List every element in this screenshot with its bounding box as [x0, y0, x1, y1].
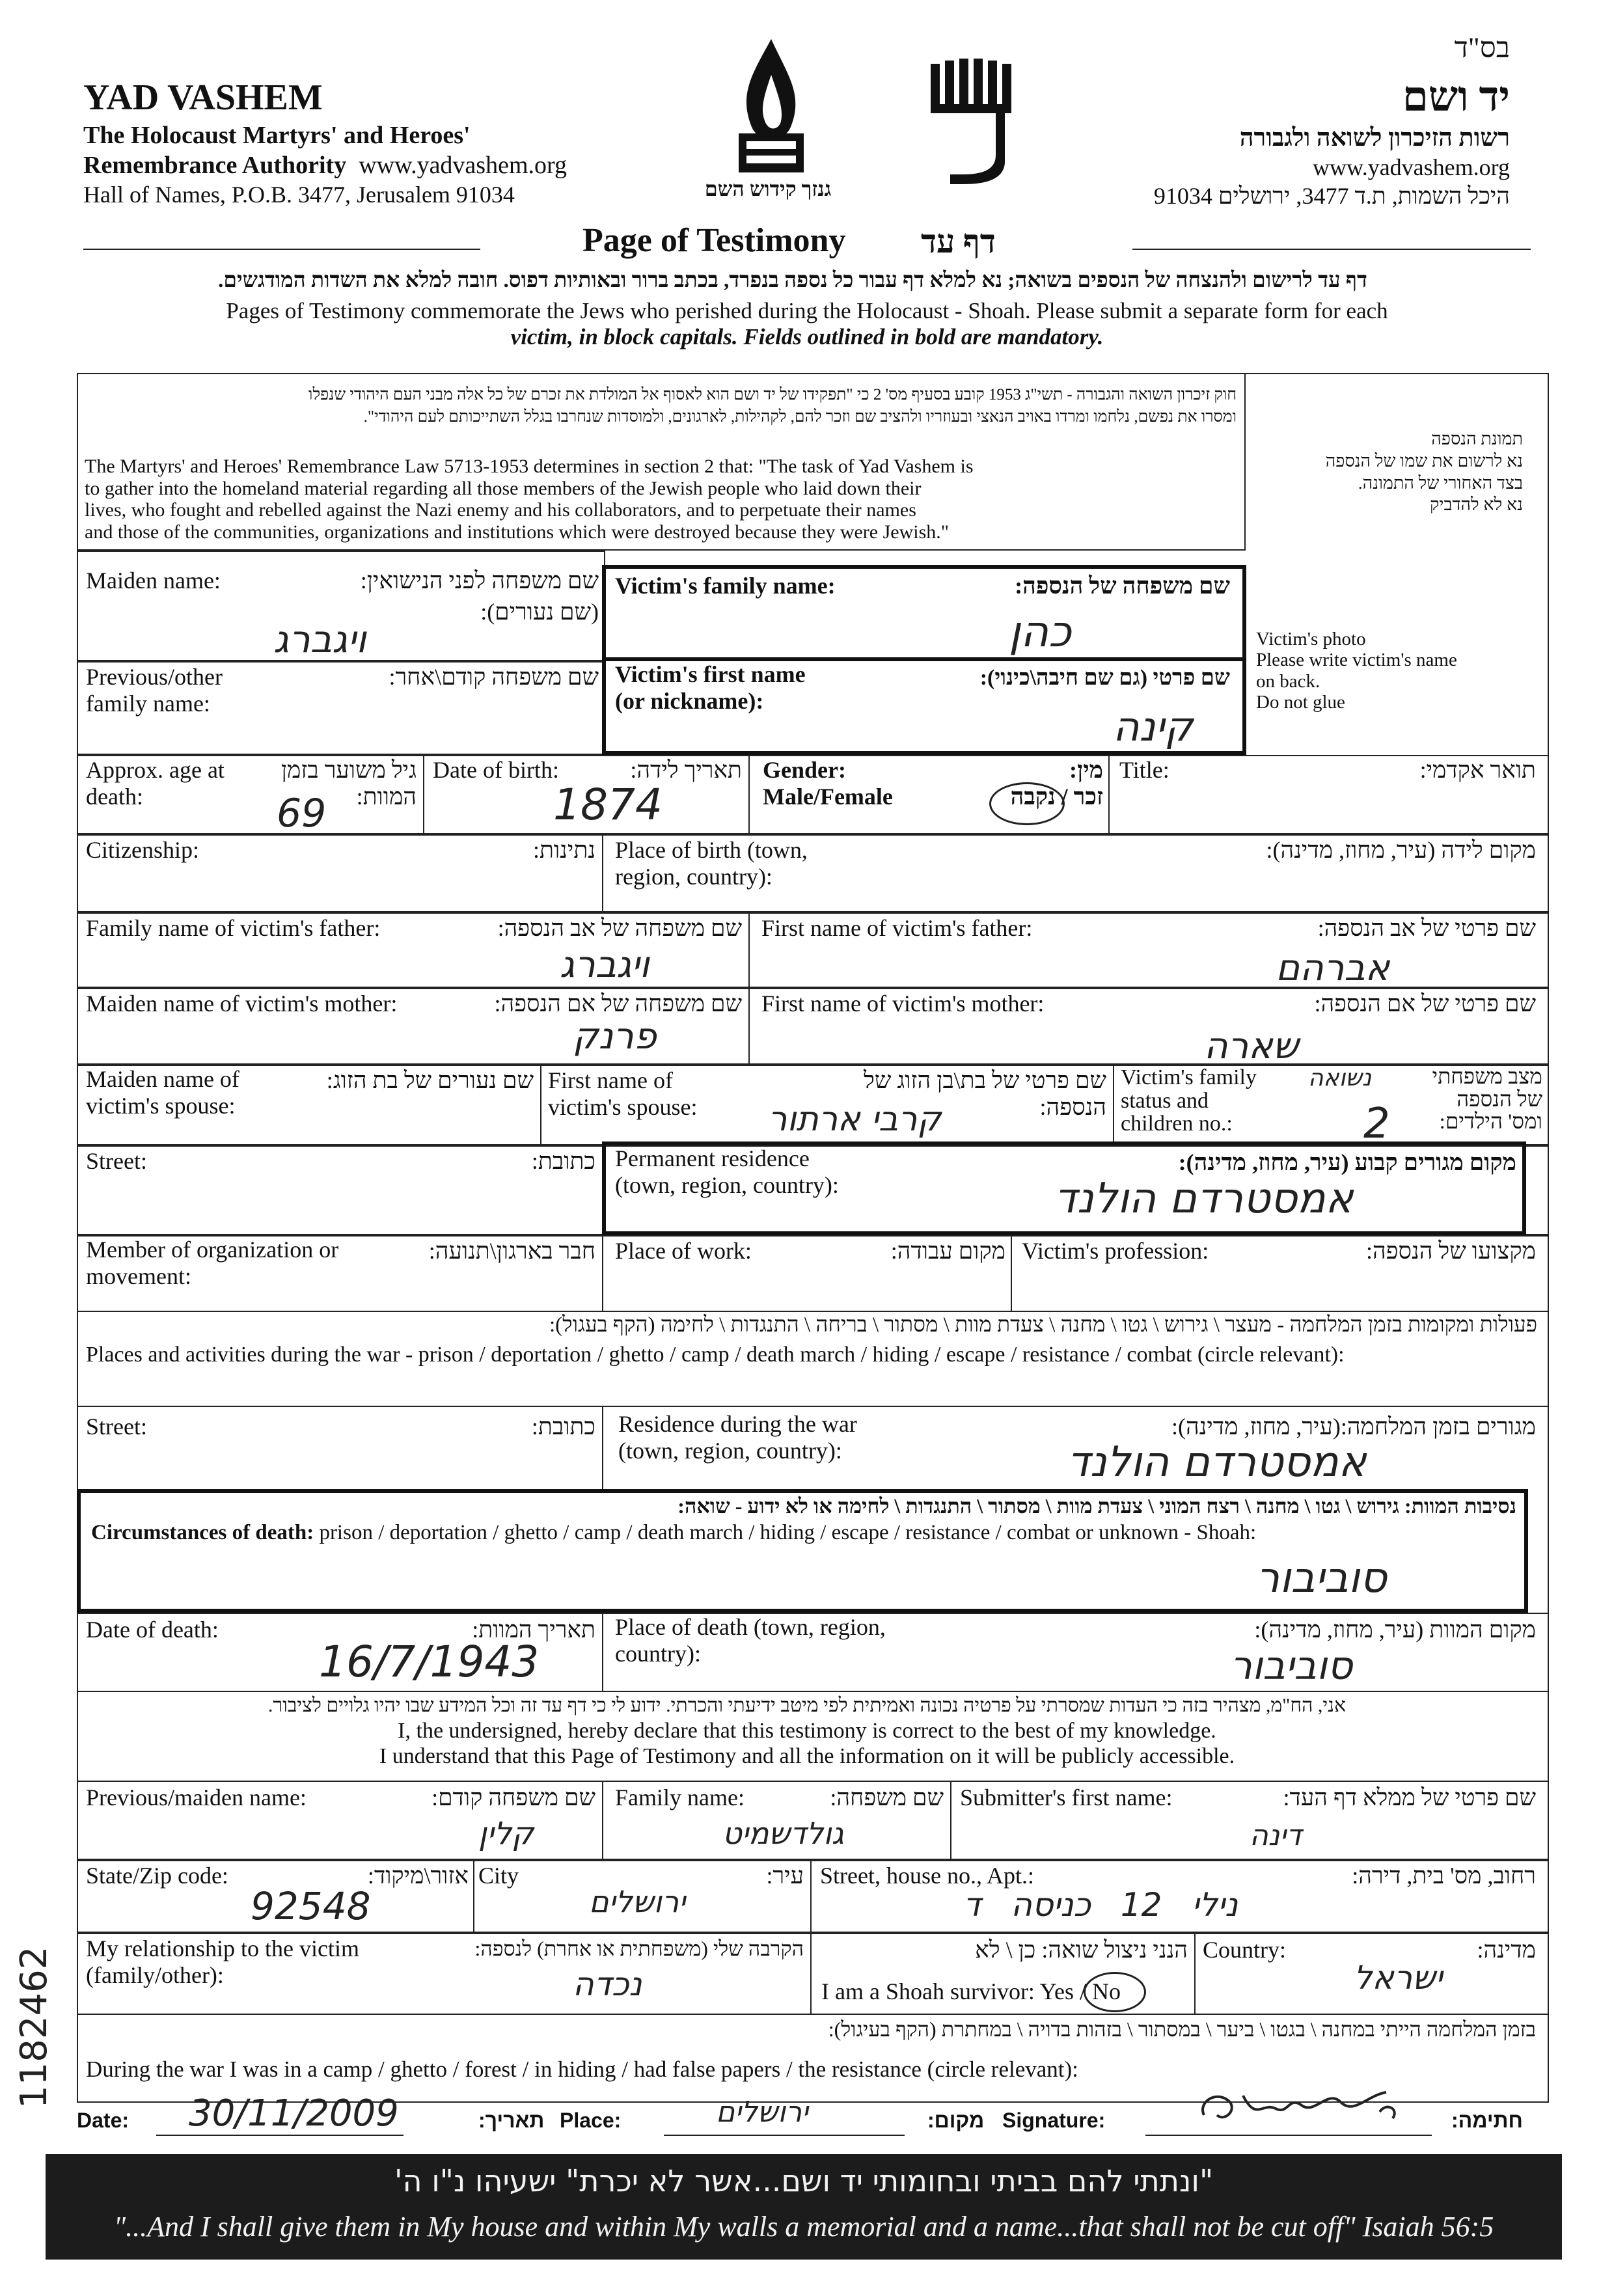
father-family-name-label: Family name of victim's father:: [86, 915, 381, 941]
signature-value[interactable]: [1191, 2076, 1412, 2135]
place-of-death-label-he: מקום המוות (עיר, מחוז, מדינה):: [1254, 1617, 1536, 1643]
zip-label: State/Zip code:: [86, 1863, 228, 1889]
gender-female-circle[interactable]: [989, 782, 1065, 825]
survivor-label-he: הנני ניצול שואה: כן \ לא: [975, 1937, 1188, 1963]
place-of-death-label-1: Place of death (town, region,: [615, 1614, 886, 1640]
survivor-label: I am a Shoah survivor: Yes / No: [821, 1978, 1121, 2004]
law-he-2: ומסרו את נפשם, נלחמו ומרדו באויב הנאצי ובעוזריו ולהציב שם וזכר להם, לקהילות, לארגונים, ולמוסדות שנחרבו בגלל השתייכותם לעם היהודי".: [363, 407, 1237, 426]
city-label: City: [478, 1863, 519, 1889]
previous-name-label: [86, 664, 223, 718]
gender-label-he-2: זכר / נקבה: [1010, 784, 1103, 810]
permanent-residence-label-he: מקום מגורים קבוע (עיר, מחוז, מדינה):: [1178, 1149, 1516, 1175]
yad-vashem-logo-icon: [924, 57, 1022, 187]
date-value[interactable]: 30/11/2009: [189, 2092, 399, 2135]
relationship-label-1: My relationship to the victim: [86, 1935, 359, 1961]
street-house-label-he: רחוב, מס' בית, דירה:: [1352, 1863, 1536, 1889]
family-status-label-he-3: ומס' הילדים:: [1439, 1110, 1542, 1134]
war-status-en: During the war I was in a camp / ghetto / forest / in hiding / had false papers / the resistance (circle relevant):: [86, 2057, 1078, 2082]
date-of-death-label: Date of death:: [86, 1617, 219, 1643]
permanent-residence-label-1: Permanent residence: [615, 1145, 810, 1171]
family-status-label-3: children no.:: [1121, 1112, 1233, 1136]
place-of-birth-label-2: region, country):: [615, 864, 773, 890]
war-residence-value[interactable]: אמסטרדם הולנד: [1067, 1438, 1367, 1486]
family-status-label: [1121, 1066, 1257, 1136]
spouse-first-label-2: victim's spouse:: [548, 1094, 698, 1121]
org-name-en: YAD VASHEM: [83, 77, 323, 118]
photo-en-2: Please write victim's name: [1256, 649, 1457, 671]
family-status-value[interactable]: נשואה: [1308, 1065, 1372, 1091]
flame-logo: [713, 36, 830, 185]
spouse-first-name-value[interactable]: קרבי ארתור: [768, 1100, 942, 1139]
law-en-3: lives, who fought and rebelled against the Nazi enemy and his collaborators, and to perpetuate their names: [85, 499, 916, 521]
mother-maiden-name-label-he: שם משפחה של אם הנספה:: [494, 991, 742, 1017]
declaration-en: [83, 1718, 1531, 1769]
father-family-name-label-he: שם משפחה של אב הנספה:: [497, 915, 742, 941]
relationship-label-he: הקרבה שלי (משפחתית או אחרת) לנספה:: [474, 1937, 804, 1960]
place-label: Place:: [560, 2109, 622, 2132]
dob-label-he: תאריך לידה:: [630, 757, 742, 783]
submitter-previous-name-label: Previous/maiden name:: [86, 1784, 307, 1811]
victim-first-name-label-he: שם פרטי (גם שם חיבה\כינוי):: [979, 666, 1230, 690]
submitter-first-name-value[interactable]: דינה: [1250, 1819, 1302, 1852]
war-residence-label-1: Residence during the war: [618, 1411, 857, 1437]
page-title-he: דף עד: [921, 223, 996, 260]
victim-first-name-label-2: (or nickname):: [615, 688, 764, 715]
photo-en-4: Do not glue: [1256, 692, 1345, 713]
victim-first-name-label: [615, 661, 806, 715]
maiden-name-label-he: שם משפחה לפני הנישואין:: [360, 567, 599, 594]
spouse-first-name-label: [548, 1067, 697, 1121]
yad-vashem-logo: [924, 57, 1022, 187]
father-first-name-label-he: שם פרטי של אב הנספה:: [1317, 915, 1536, 941]
father-family-name-value[interactable]: ויגברג: [560, 944, 650, 986]
victim-family-name-value[interactable]: כהן: [1009, 607, 1072, 657]
maiden-name-value[interactable]: ויגברג: [273, 617, 366, 661]
date-of-death-value[interactable]: 16/7/1943: [319, 1637, 540, 1687]
relationship-label-2: (family/other):: [86, 1962, 224, 1989]
war-residence-label-2: (town, region, country):: [618, 1438, 842, 1464]
photo-he-3: בצד האחורי של התמונה.: [1358, 472, 1523, 493]
photo-he-2: נא לרשום את שמו של הנספה: [1325, 450, 1523, 471]
signature-label-he: חתימה:: [1451, 2109, 1523, 2132]
mother-first-name-label: First name of victim's mother:: [761, 991, 1045, 1017]
place-value[interactable]: ירושלים: [716, 2096, 808, 2129]
submitter-first-name-label-he: שם פרטי של ממלא דף העד:: [1283, 1784, 1536, 1811]
victim-family-name-label-he: שם משפחה של הנספה:: [1015, 573, 1230, 599]
date-of-death-label-he: תאריך המוות:: [472, 1617, 595, 1643]
street-house-value[interactable]: נילי 12 כניסה ד: [963, 1886, 1238, 1924]
circumstances-label-bold: Circumstances of death:: [91, 1521, 314, 1544]
website-he-side: www.yadvashem.org: [1313, 154, 1510, 180]
age-label-2: death:: [86, 784, 143, 810]
father-first-name-value[interactable]: אברהם: [1276, 947, 1390, 989]
permanent-residence-label: [615, 1145, 839, 1199]
intro-en: [83, 298, 1531, 350]
permanent-residence-label-2: (town, region, country):: [615, 1172, 839, 1199]
citizenship-label: Citizenship:: [86, 837, 199, 863]
signature-scribble-icon: [1191, 2076, 1412, 2135]
survivor-no-circle[interactable]: [1084, 1972, 1146, 2012]
zip-label-he: אזור\מיקוד:: [367, 1863, 469, 1889]
street-label-he: כתובת:: [531, 1148, 595, 1174]
victim-family-name-label: Victim's family name:: [615, 573, 836, 599]
previous-name-label-he: שם משפחה קודם\אחר:: [389, 664, 599, 690]
age-label-he-2: המוות:: [356, 784, 417, 810]
mother-maiden-name-value[interactable]: פרנק: [573, 1015, 657, 1058]
maiden-name-label: Maiden name:: [86, 567, 221, 594]
authority-en-1: The Holocaust Martyrs' and Heroes': [83, 122, 471, 149]
place-of-work-label: Place of work:: [615, 1238, 752, 1264]
signature-label: Signature:: [1002, 2109, 1106, 2132]
title-label: Title:: [1119, 757, 1169, 783]
gender-label-1: Gender:: [763, 757, 846, 783]
mother-first-name-value[interactable]: שארה: [1204, 1025, 1299, 1067]
authority-en-2: Remembrance Authority: [83, 152, 347, 179]
age-label-1: Approx. age at: [86, 757, 225, 783]
war-residence-label: [618, 1411, 857, 1465]
circumstances-label-options: prison / deportation / ghetto / camp / death march / hiding / escape / resistance / combat or unknown - Shoah:: [319, 1521, 1257, 1544]
gender-label-2: Male/Female: [763, 784, 893, 810]
spouse-first-label-he-1: שם פרטי של בת\בן הזוג של: [863, 1067, 1106, 1093]
header-right: [1154, 73, 1510, 210]
date-label: Date:: [77, 2109, 130, 2132]
family-status-label-he-2: של הנספה: [1457, 1087, 1542, 1112]
spouse-first-label-1: First name of: [548, 1067, 673, 1093]
intro-en-1: Pages of Testimony commemorate the Jews who perished during the Holocaust - Shoah. Please submit a separate form for each: [226, 298, 1388, 323]
law-en-4: and those of the communities, organizations and institutions which were destroyed because they were Jewish.": [85, 521, 950, 543]
declaration-en-1: I, the undersigned, hereby declare that this testimony is correct to the best of my knowledge.: [398, 1719, 1216, 1743]
father-first-name-label: First name of victim's father:: [761, 915, 1033, 941]
law-he-1: חוק זיכרון השואה והגבורה - תשי"ג 1953 קובע בסעיף מס' 2 כי "תפקידו של יד ושם הוא לאסוף אל המולדת את זכרם של כל אלה מבני העם היהודי שנפלו: [308, 386, 1237, 403]
age-label-he-1: גיל משוער בזמן: [280, 757, 417, 783]
authority-he: רשות הזיכרון לשואה ולגבורה: [1239, 124, 1510, 152]
law-en-1: The Martyrs' and Heroes' Remembrance Law 5713-1953 determines in section 2 that: "The task of Yad Vashem is: [85, 456, 974, 477]
war-street-label: Street:: [86, 1414, 147, 1440]
victim-first-name-label-1: Victim's first name: [615, 661, 806, 687]
family-status-label-2: status and: [1121, 1088, 1209, 1113]
declaration-en-2: I understand that this Page of Testimony and all the information on it will be publicly accessible.: [379, 1744, 1235, 1769]
corner-mark: בס"ד: [1454, 32, 1510, 64]
intro-en-2: victim, in block capitals. Fields outlined in bold are mandatory.: [510, 324, 1104, 349]
submitter-family-name-label: Family name:: [615, 1784, 745, 1811]
mother-maiden-name-label: Maiden name of victim's mother:: [86, 991, 398, 1017]
submitter-first-name-label: Submitter's first name:: [960, 1784, 1173, 1811]
side-number: 1182462: [13, 1946, 55, 2109]
law-en: [85, 456, 1237, 543]
org-name-he: יד ושם: [1402, 74, 1510, 120]
banner-en: "...And I shall give them in My house and within My walls a memorial and a name...that shall not be cut off" Isaiah 56:5: [113, 2211, 1494, 2243]
circumstances-label-he: נסיבות המוות: גירוש \ גטו \ מחנה \ רצח המוני \ צעדת מוות \ מסתור \ התנגדות \ לחימה או לא ידוע - שואה:: [677, 1494, 1516, 1518]
page-title-en: Page of Testimony: [582, 222, 846, 259]
citizenship-label-he: נתינות:: [533, 837, 595, 863]
zip-value[interactable]: 92548: [251, 1884, 371, 1928]
dob-label: Date of birth:: [433, 757, 559, 783]
previous-name-label-2: family name:: [86, 690, 210, 717]
law-he: [85, 384, 1237, 428]
spouse-maiden-name-label: [86, 1066, 239, 1120]
flame-logo-icon: [713, 36, 830, 185]
country-value[interactable]: ישראל: [1354, 1959, 1443, 1997]
spouse-maiden-label-2: victim's spouse:: [86, 1093, 236, 1119]
submitter-previous-name-label-he: שם משפחה קודם:: [431, 1784, 595, 1811]
quote-banner: [46, 2154, 1562, 2260]
country-label: Country:: [1203, 1937, 1287, 1963]
photo-note-he: [1243, 428, 1523, 516]
age-label-he: [247, 757, 417, 811]
profession-label: Victim's profession:: [1022, 1238, 1209, 1264]
mother-first-name-label-he: שם פרטי של אם הנספה:: [1314, 991, 1536, 1017]
photo-en-3: on back.: [1256, 670, 1320, 692]
profession-label-he: מקצועו של הנספה:: [1365, 1238, 1536, 1264]
place-of-death-label-2: country):: [615, 1641, 701, 1667]
address-en: Hall of Names, P.O.B. 3477, Jerusalem 91034: [83, 182, 515, 208]
banner-he: "ונתתי להם בביתי ובחומותי יד ושם...אשר לא יכרת" ישעיהו נ"ו ה': [394, 2163, 1214, 2198]
date-label-he: תאריך:: [478, 2109, 545, 2132]
maiden-name-label-he2: (שם נעורים):: [480, 599, 599, 625]
website-en: www.yadvashem.org: [359, 152, 567, 179]
photo-en-1: Victim's photo: [1256, 629, 1366, 649]
organization-label-he: חבר בארגון\תנועה:: [428, 1238, 595, 1264]
photo-he-4: נא לא להדביק: [1429, 495, 1523, 515]
city-value[interactable]: ירושלים: [589, 1884, 686, 1919]
previous-name-label-1: Previous/other: [86, 664, 223, 690]
organization-label-2: movement:: [86, 1263, 191, 1290]
circumstances-value[interactable]: סוביבור: [1256, 1554, 1387, 1602]
place-of-birth-label-1: Place of birth (town,: [615, 837, 808, 863]
street-label: Street:: [86, 1148, 147, 1174]
photo-note-en: [1256, 629, 1536, 713]
place-of-birth-label: [615, 837, 808, 891]
family-status-label-he: [1419, 1066, 1542, 1134]
declaration-he: אני, הח"מ, מצהיר בזה כי העדות שמסרתי על פרטיה נכונה ואמיתית לפי מיטב ידיעתי והכרתי. ידוע לי כי דף עד זה וכל המידע שבו יהיו גלויים לציבור.: [267, 1695, 1347, 1716]
place-of-birth-label-he: מקום לידה (עיר, מחוז, מדינה):: [1266, 837, 1536, 863]
organization-label-1: Member of organization or: [86, 1237, 339, 1263]
spouse-maiden-name-label-he: שם נעורים של בת הזוג:: [326, 1067, 534, 1093]
submitter-family-name-label-he: שם משפחה:: [830, 1784, 944, 1811]
age-value[interactable]: 69: [277, 791, 327, 836]
war-status-he: בזמן המלחמה הייתי במחנה \ בגטו \ ביער \ במסתור \ בזהות בדויה \ במחתרת (הקף בעיגול):: [828, 2017, 1536, 2041]
header-left: [83, 77, 567, 208]
place-label-he: מקום:: [927, 2109, 985, 2132]
children-value[interactable]: 2: [1363, 1100, 1390, 1148]
spouse-maiden-label-1: Maiden name of: [86, 1066, 239, 1092]
war-residence-label-he: מגורים בזמן המלחמה:(עיר, מחוז, מדינה):: [1171, 1414, 1536, 1440]
victim-first-name-value[interactable]: קינה: [1113, 703, 1194, 750]
family-status-label-he-1: מצב משפחתי: [1432, 1065, 1542, 1089]
place-of-death-value[interactable]: סוביבור: [1230, 1643, 1353, 1689]
country-label-he: מדינה:: [1477, 1937, 1536, 1963]
gender-label: [763, 757, 893, 811]
city-label-he: עיר:: [766, 1863, 804, 1889]
permanent-residence-value[interactable]: אמסטרדם הולנד: [1054, 1175, 1354, 1223]
dob-value[interactable]: 1874: [553, 780, 663, 830]
relationship-label: [86, 1935, 359, 1989]
street-house-label: Street, house no., Apt.:: [820, 1863, 1034, 1889]
activities-he: פעולות ומקומות בזמן המלחמה - מעצר \ גירוש \ גטו \ מחנה \ צעדת מוות \ מסתור \ בריחה \ התנגדות \ לחימה (הקף בעגול):: [549, 1313, 1537, 1337]
place-of-death-label: [615, 1614, 886, 1668]
intro-he: דף עד לרישום ולהנצחה של הנספים בשואה; נא למלא דף עבור כל נספה בנפרד, בכתב ברור ובאותיות דפוס. חובה למלא את השדות המודגשים.: [218, 269, 1367, 292]
family-status-label-1: Victim's family: [1121, 1065, 1257, 1089]
logo-caption: גנזך קידוש השם: [704, 177, 832, 200]
law-en-2: to gather into the homeland material regarding all those members of the Jewish people who laid down their: [85, 477, 922, 499]
gender-label-he-1: מין:: [1069, 757, 1103, 783]
title-label-he: תואר אקדמי:: [1419, 757, 1536, 783]
age-label: [86, 757, 225, 811]
submitter-previous-name-value[interactable]: קלין: [478, 1816, 534, 1852]
place-of-work-label-he: מקום עבודה:: [890, 1238, 1005, 1264]
activities-en: Places and activities during the war - prison / deportation / ghetto / camp / death march / hiding / escape / resistance / combat (circle relevant):: [86, 1343, 1345, 1367]
organization-label: [86, 1237, 338, 1291]
submitter-family-name-value[interactable]: גולדשמיט: [722, 1816, 844, 1851]
relationship-value[interactable]: נכדה: [573, 1965, 642, 2003]
war-street-label-he: כתובת:: [531, 1414, 595, 1440]
address-he: היכל השמות, ת.ד 3477, ירושלים 91034: [1153, 183, 1510, 209]
photo-he-1: תמונת הנספה: [1431, 429, 1523, 448]
circumstances-label: [91, 1521, 1256, 1546]
spouse-first-label-he-2: הנספה:: [1039, 1094, 1106, 1121]
